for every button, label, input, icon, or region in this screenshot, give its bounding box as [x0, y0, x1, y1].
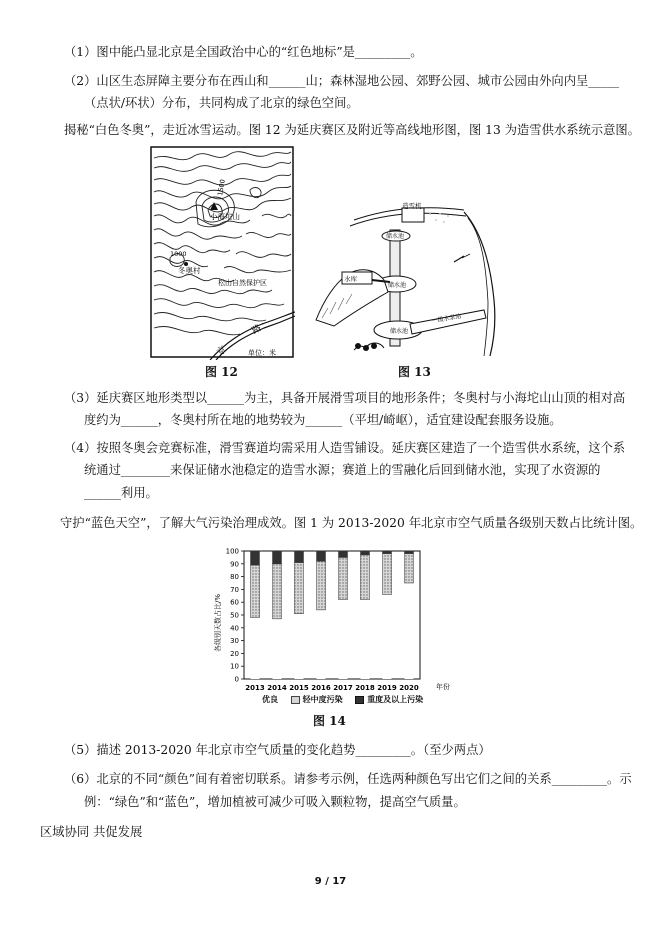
question-2-line-2: （点状/环状）分布，共同构成了北京的绿色空间。: [84, 96, 359, 110]
figure-14-bar-chart: [210, 543, 460, 705]
x-tick-label: 2014: [267, 684, 287, 692]
y-tick-label: 10: [230, 662, 239, 671]
pool-1-label: 储水池: [386, 233, 405, 240]
bar-segment-good: [383, 595, 392, 679]
y-tick-label: 100: [225, 547, 239, 556]
bar-segment-heavy: [295, 551, 304, 563]
y-tick-label: 30: [230, 637, 239, 646]
x-tick-label: 2017: [333, 684, 353, 692]
section-heading: 区域协同 共促发展: [40, 825, 143, 839]
y-tick-label: 50: [230, 611, 239, 620]
x-tick-label: 2016: [311, 684, 331, 692]
tree-icons: [355, 343, 377, 351]
elevation-label-1000: 1000: [170, 250, 187, 258]
chart-plot-frame: [244, 551, 420, 679]
snow-machine-box: [402, 208, 424, 222]
figure-12-caption: 图 12: [205, 365, 238, 379]
village-label: 冬奥村: [178, 266, 201, 275]
bar-segment-moderate: [317, 561, 326, 610]
question-4-line-2: 统通过________来保证储水池稳定的造雪水源；赛道上的雪融化后回到储水池，实现了水资源的: [84, 463, 601, 477]
legend-label-moderate: 轻中度污染: [302, 695, 343, 704]
question-6-line-2: 例：“绿色”和“蓝色”，增加植被可减少可吸入颗粒物，提高空气质量。: [84, 795, 466, 809]
unit-label: 单位：米: [248, 349, 276, 357]
reservoir-label: 水库: [344, 275, 357, 283]
question-6-line-1: （6）北京的不同“颜色”间有着密切联系。请参考示例，任选两种颜色写出它们之间的关系_________。示: [64, 772, 632, 786]
x-tick-label: 2018: [355, 684, 375, 692]
question-1: （1）图中能凸显北京是全国政治中心的“红色地标”是_________。: [64, 45, 423, 59]
legend-label-heavy: 重度及以上污染: [367, 695, 424, 704]
bar-segment-heavy: [383, 551, 392, 554]
bar-segment-moderate: [405, 554, 414, 583]
bar-segment-moderate: [295, 563, 304, 614]
bar-segment-good: [273, 619, 282, 679]
y-tick-label: 70: [230, 585, 239, 594]
bar-segment-heavy: [339, 551, 348, 557]
page-number: 9 / 17: [314, 876, 347, 887]
bar-segment-heavy: [317, 551, 326, 561]
y-tick-label: 0: [234, 675, 239, 684]
x-tick-label: 2020: [399, 684, 419, 692]
bar-segment-good: [295, 614, 304, 679]
bar-segment-moderate: [251, 565, 260, 617]
reserve-label: 松山自然保护区: [218, 279, 267, 287]
peak-label: 小海坨山: [210, 212, 240, 221]
bar-segment-moderate: [361, 555, 370, 600]
y-tick-label: 90: [230, 560, 239, 569]
y-tick-label: 20: [230, 649, 239, 658]
bar-segment-heavy: [273, 551, 282, 564]
winter-olympics-intro: 揭秘“白色冬奥”，走近冰雪运动。图 12 为延庆赛区及附近等高线地形图，图 13 为造雪供水系统示意图。: [64, 123, 640, 137]
blue-sky-intro: 守护“蓝色天空”，了解大气污染治理成效。图 1 为 2013-2020 年北京市空气质量各级别天数占比统计图。: [60, 516, 643, 530]
pump-label: 一级水泵站: [431, 312, 462, 325]
bar-segment-heavy: [361, 551, 370, 555]
bar-segment-good: [405, 583, 414, 679]
question-5: （5）描述 2013-2020 年北京市空气质量的变化趋势_________。（至少两点）: [64, 743, 491, 757]
road-label: 路: [250, 323, 264, 337]
bar-segment-good: [339, 600, 348, 679]
chart-y-axis-label: 各级别天数占比/%: [214, 593, 222, 653]
question-2-line-1: （2）山区生态屏障主要分布在西山和______山；森林湿地公园、郊野公园、城市公园由外向内呈_____: [64, 74, 620, 88]
y-tick-label: 80: [230, 573, 239, 582]
pool-2-label: 储水池: [388, 282, 407, 289]
y-tick-label: 60: [230, 598, 239, 607]
bar-segment-good: [251, 618, 260, 679]
bar-segment-heavy: [251, 551, 260, 565]
legend-item-good: [262, 695, 281, 704]
bar-segment-heavy: [405, 551, 414, 554]
legend-swatch-heavy: [355, 696, 364, 704]
elevation-label-1500: 1500: [216, 178, 227, 197]
x-tick-label: 2015: [289, 684, 309, 692]
bar-segment-moderate: [273, 564, 282, 619]
question-4-line-3: ______利用。: [84, 486, 158, 500]
figure-12-contour-map: [150, 146, 295, 360]
figure-13-caption: 图 13: [398, 365, 431, 379]
question-4-line-1: （4）按照冬奥会竞赛标准，滑雪赛道均需采用人造雪铺设。延庆赛区建造了一个造雪供水系统，这个系: [64, 441, 626, 455]
chart-x-axis-label: 年份: [436, 683, 450, 691]
bar-segment-good: [317, 610, 326, 679]
pool-3-label: 储水池: [390, 328, 409, 335]
question-3-line-2: 度约为______，冬奥村所在地的地势较为______（平坦/崎岖），适宜建设配套服务设施。: [84, 413, 562, 427]
x-tick-label: 2019: [377, 684, 397, 692]
figure-14-caption: 图 14: [313, 714, 346, 728]
legend-swatch-moderate: [291, 696, 300, 704]
snow-machine-label: 造雪机: [402, 202, 422, 210]
figure-13-water-system: [314, 200, 504, 358]
x-tick-label: 2013: [245, 684, 265, 692]
bar-segment-good: [361, 600, 370, 679]
chart-legend: [262, 694, 423, 705]
bar-segment-moderate: [339, 557, 348, 599]
bar-segment-moderate: [383, 554, 392, 595]
y-tick-label: 40: [230, 624, 239, 633]
legend-label-good: 优良: [262, 695, 278, 704]
road-label-2: 京: [215, 344, 229, 359]
question-3-line-1: （3）延庆赛区地形类型以______为主，具备开展滑雪项目的地形条件；冬奥村与小海坨山山顶的相对高: [64, 391, 626, 405]
